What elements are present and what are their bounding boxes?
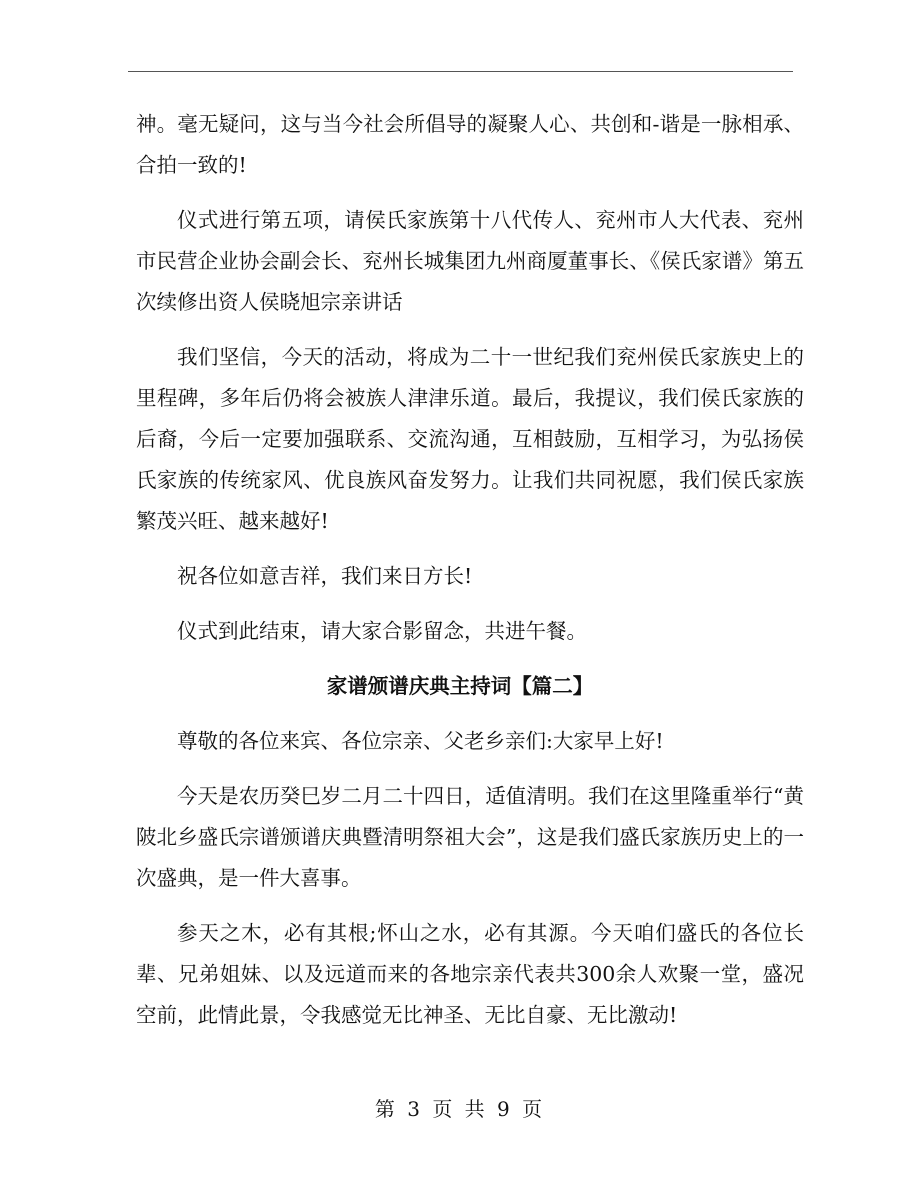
paragraph-date-occasion: 今天是农历癸巳岁二月二十四日，适值清明。我们在这里隆重举行“黄陂北乡盛氏宗谱颁谱庆典暨清明祭祖大会”，这是我们盛氏家族历史上的一次盛典，是一件大喜事。 [136,784,804,890]
header-divider [128,71,793,72]
paragraph-ceremony-item-five: 仪式进行第五项，请侯氏家族第十八代传人、兖州市人大代表、兖州市民营企业协会副会长、兖州长城集团九州商厦董事长、《侯氏家谱》第五次续修出资人侯晓旭宗亲讲话 [136,208,804,314]
paragraph-roots: 参天之木，必有其根;怀山之水，必有其源。今天咱们盛氏的各位长辈、兄弟姐妹、以及远道而来的各地宗亲代表共300余人欢聚一堂，盛况空前，此情此景，令我感觉无比神圣、无比自豪、无比激动! [136,921,804,1027]
paragraph-ceremony-end: 仪式到此结束，请大家合影留念，共进午餐。 [177,619,587,643]
page-number: 第 3 页 共 9 页 [374,1097,546,1121]
paragraph-continuation: 神。毫无疑问，这与当今社会所倡导的凝聚人心、共创和-谐是一脉相承、合拍一致的! [136,112,804,177]
paragraph-belief: 我们坚信，今天的活动，将成为二十一世纪我们兖州侯氏家族史上的里程碑，多年后仍将会被族人津津乐道。最后，我提议，我们侯氏家族的后裔，今后一定要加强联系、交流沟通，互相鼓励，互相学习，为弘扬侯氏家族的传统家风、优良族风奋发努力。让我们共同祝愿，我们侯氏家族繁茂兴旺、越来越好! [136,345,804,533]
paragraph-blessing: 祝各位如意吉祥，我们来日方长! [177,564,473,588]
paragraph-greeting: 尊敬的各位来宾、各位宗亲、父老乡亲们:大家早上好! [177,729,664,753]
document-body [136,104,804,1050]
section-heading: 家谱颁谱庆典主持词【篇二】 [326,674,594,698]
